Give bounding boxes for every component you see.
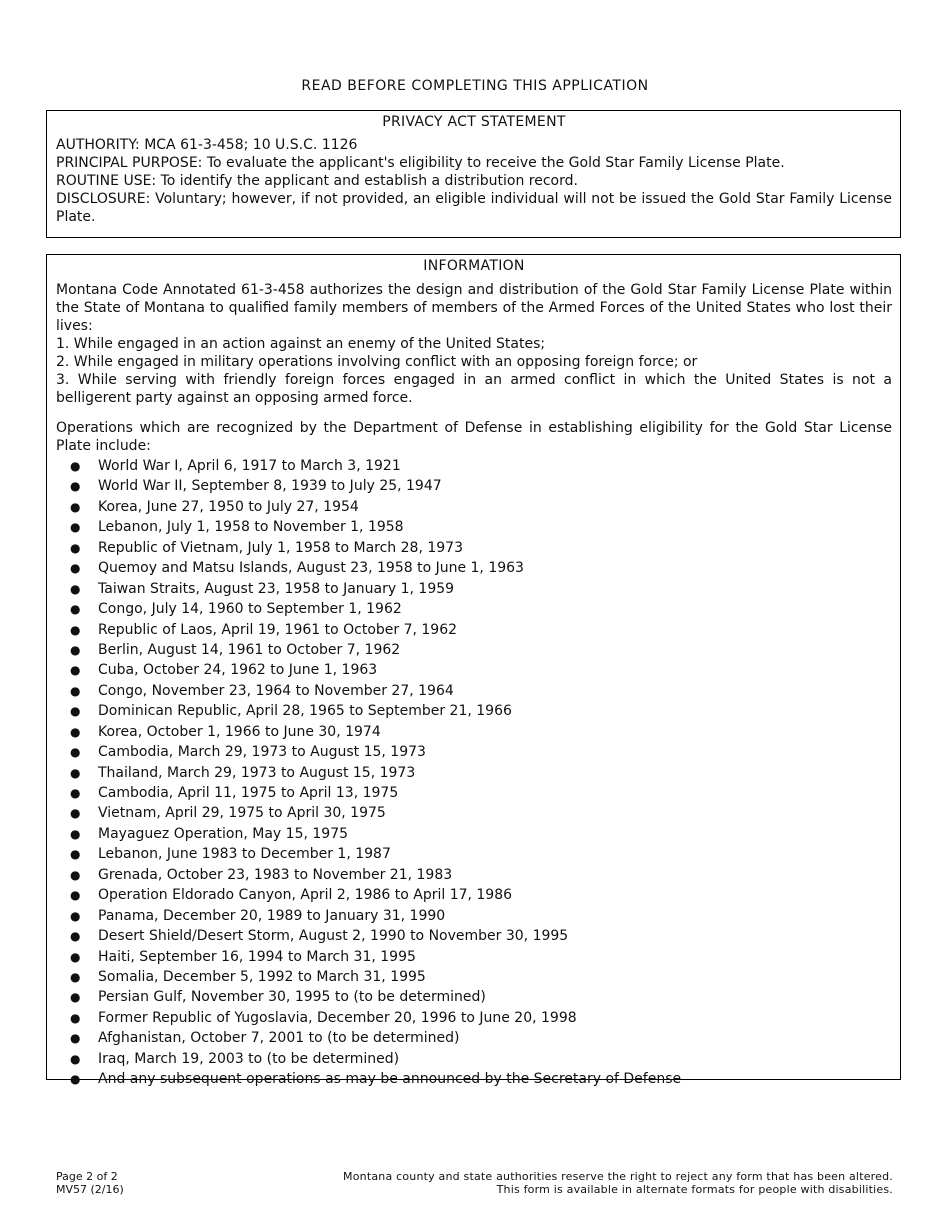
bullet-icon: ● <box>70 765 81 780</box>
operation-text: Lebanon, July 1, 1958 to November 1, 1958 <box>98 519 404 536</box>
operation-list-item <box>56 742 892 762</box>
eligibility-criterion: 1. While engaged in an action against an enemy of the United States; <box>56 336 546 352</box>
privacy-act-section <box>46 110 901 238</box>
bullet-icon: ● <box>70 990 81 1005</box>
operation-text: World War II, September 8, 1939 to July 25, 1947 <box>98 478 442 495</box>
operation-list-item <box>56 620 892 640</box>
operation-text: Congo, November 23, 1964 to November 27, 1964 <box>98 682 454 699</box>
operation-list-item <box>56 865 892 885</box>
operation-list-item <box>56 640 892 660</box>
operation-text: Republic of Laos, April 19, 1961 to October 7, 1962 <box>98 621 458 638</box>
bullet-icon: ● <box>70 540 81 555</box>
bullet-icon: ● <box>70 867 81 882</box>
operation-text: Congo, July 14, 1960 to September 1, 1962 <box>98 601 402 618</box>
bullet-icon: ● <box>70 786 81 800</box>
operation-list-item <box>56 722 892 742</box>
operation-text: Panama, December 20, 1989 to January 31, 1990 <box>98 907 446 924</box>
operation-text: Thailand, March 29, 1973 to August 15, 1973 <box>98 764 416 781</box>
operation-list-item <box>56 844 892 864</box>
alternate-formats-notice: This form is available in alternate formats for people with disabilities. <box>496 1183 893 1196</box>
bullet-icon: ● <box>70 826 81 841</box>
operation-list-item <box>56 579 892 599</box>
eligibility-criterion: 3. While serving with friendly foreign forces engaged in an armed conflict in which the United States is not a belligerent party against an opposing armed force. <box>56 372 892 406</box>
bullet-icon: ● <box>70 847 81 862</box>
operation-list-item <box>56 783 892 803</box>
bullet-icon: ● <box>70 622 81 637</box>
operation-list-item <box>56 701 892 721</box>
information-section-title: INFORMATION <box>423 258 525 274</box>
operation-list-item <box>56 599 892 619</box>
operation-list-item <box>56 1049 892 1069</box>
operation-list-item <box>56 763 892 783</box>
operation-list-item <box>56 456 892 476</box>
form-id: MV57 (2/16) <box>56 1183 124 1196</box>
privacy-section-title: PRIVACY ACT STATEMENT <box>382 114 566 130</box>
operation-list-item <box>56 987 892 1007</box>
routine-use-line: ROUTINE USE: To identify the applicant and establish a distribution record. <box>56 173 578 189</box>
eligibility-criterion: 2. While engaged in military operations involving conflict with an opposing foreign force; or <box>56 354 698 370</box>
operation-text: Taiwan Straits, August 23, 1958 to January 1, 1959 <box>98 580 455 597</box>
authority-line: AUTHORITY: MCA 61-3-458; 10 U.S.C. 1126 <box>56 137 358 153</box>
operation-text: Cuba, October 24, 1962 to June 1, 1963 <box>98 662 378 679</box>
operation-text: Operation Eldorado Canyon, April 2, 1986 to April 17, 1986 <box>98 887 513 904</box>
information-section <box>46 254 901 1088</box>
operation-text: Former Republic of Yugoslavia, December 20, 1996 to June 20, 1998 <box>98 1009 577 1026</box>
page-heading: READ BEFORE COMPLETING THIS APPLICATION <box>301 78 649 94</box>
operation-text: Dominican Republic, April 28, 1965 to September 21, 1966 <box>98 703 512 720</box>
operation-text: Desert Shield/Desert Storm, August 2, 1990 to November 30, 1995 <box>98 928 569 945</box>
bullet-icon: ● <box>70 1010 81 1025</box>
operation-list-item <box>56 497 892 517</box>
operation-list-item <box>56 476 892 496</box>
page-number: Page 2 of 2 <box>56 1170 118 1183</box>
bullet-icon: ● <box>70 683 81 698</box>
operation-list-item <box>56 1069 892 1089</box>
operation-list-item <box>56 1008 892 1028</box>
operation-text: Somalia, December 5, 1992 to March 31, 1995 <box>98 968 426 985</box>
bullet-icon: ● <box>70 499 81 514</box>
operation-text: And any subsequent operations as may be announced by the Secretary of Defense <box>98 1071 682 1088</box>
bullet-icon: ● <box>70 520 81 535</box>
operation-text: World War I, April 6, 1917 to March 3, 1921 <box>98 458 401 474</box>
operation-list-item <box>56 926 892 946</box>
bullet-icon: ● <box>70 704 81 719</box>
footer-left <box>56 1170 124 1196</box>
operation-list-item <box>56 967 892 987</box>
bullet-icon: ● <box>70 479 81 494</box>
operations-list <box>56 456 892 1090</box>
bullet-icon: ● <box>70 929 81 944</box>
bullet-icon: ● <box>70 888 81 903</box>
operation-text: Vietnam, April 29, 1975 to April 30, 1975 <box>98 805 386 822</box>
operation-list-item <box>56 1028 892 1048</box>
bullet-icon: ● <box>70 1031 81 1046</box>
alteration-notice: Montana county and state authorities reserve the right to reject any form that has been altered. <box>343 1170 893 1183</box>
eligibility-criteria-list <box>56 335 892 407</box>
operation-list-item <box>56 558 892 578</box>
operation-list-item <box>56 824 892 844</box>
operation-text: Grenada, October 23, 1983 to November 21, 1983 <box>98 866 453 883</box>
bullet-icon: ● <box>70 724 81 739</box>
operation-text: Quemoy and Matsu Islands, August 23, 1958 to June 1, 1963 <box>98 560 524 577</box>
bullet-icon: ● <box>70 745 81 760</box>
bullet-icon: ● <box>70 908 81 923</box>
operation-text: Berlin, August 14, 1961 to October 7, 1962 <box>98 641 401 658</box>
footer-right <box>343 1170 893 1196</box>
operation-list-item <box>56 517 892 537</box>
operation-text: Afghanistan, October 7, 2001 to (to be determined) <box>98 1030 460 1047</box>
operation-text: Republic of Vietnam, July 1, 1958 to March 28, 1973 <box>98 539 463 556</box>
operation-text: Iraq, March 19, 2003 to (to be determined) <box>98 1050 400 1067</box>
operation-text: Korea, October 1, 1966 to June 30, 1974 <box>98 723 381 740</box>
information-intro: Montana Code Annotated 61-3-458 authorizes the design and distribution of the Gold Star Family License Plate within the State of Montana to qualified family members of members of the Armed Forces of the United States who lost their lives: <box>56 282 892 334</box>
operations-intro: Operations which are recognized by the Department of Defense in establishing eligibility for the Gold Star License Plate include: <box>56 420 892 454</box>
disclosure-line: DISCLOSURE: Voluntary; however, if not provided, an eligible individual will not be issued the Gold Star Family License Plate. <box>56 191 892 225</box>
operation-text: Haiti, September 16, 1994 to March 31, 1995 <box>98 948 416 965</box>
operation-list-item <box>56 660 892 680</box>
operation-text: Korea, June 27, 1950 to July 27, 1954 <box>98 498 359 515</box>
principal-purpose-line: PRINCIPAL PURPOSE: To evaluate the applicant's eligibility to receive the Gold Star Family License Plate. <box>56 155 785 171</box>
operation-text: Cambodia, March 29, 1973 to August 15, 1973 <box>98 744 426 761</box>
operation-list-item <box>56 538 892 558</box>
operation-text: Lebanon, June 1983 to December 1, 1987 <box>98 846 391 863</box>
bullet-icon: ● <box>70 459 81 473</box>
operation-list-item <box>56 947 892 967</box>
bullet-icon: ● <box>70 806 81 821</box>
bullet-icon: ● <box>70 969 81 984</box>
bullet-icon: ● <box>70 561 81 576</box>
bullet-icon: ● <box>70 1051 81 1066</box>
operation-text: Mayaguez Operation, May 15, 1975 <box>98 825 349 842</box>
bullet-icon: ● <box>70 642 81 657</box>
bullet-icon: ● <box>70 949 81 964</box>
bullet-icon: ● <box>70 602 81 617</box>
bullet-icon: ● <box>70 581 81 596</box>
bullet-icon: ● <box>70 1072 81 1087</box>
operation-text: Cambodia, April 11, 1975 to April 13, 1975 <box>98 785 399 801</box>
operation-list-item <box>56 885 892 905</box>
operation-list-item <box>56 681 892 701</box>
bullet-icon: ● <box>70 663 81 678</box>
operation-list-item <box>56 803 892 823</box>
operation-list-item <box>56 906 892 926</box>
operation-text: Persian Gulf, November 30, 1995 to (to be determined) <box>98 989 486 1006</box>
